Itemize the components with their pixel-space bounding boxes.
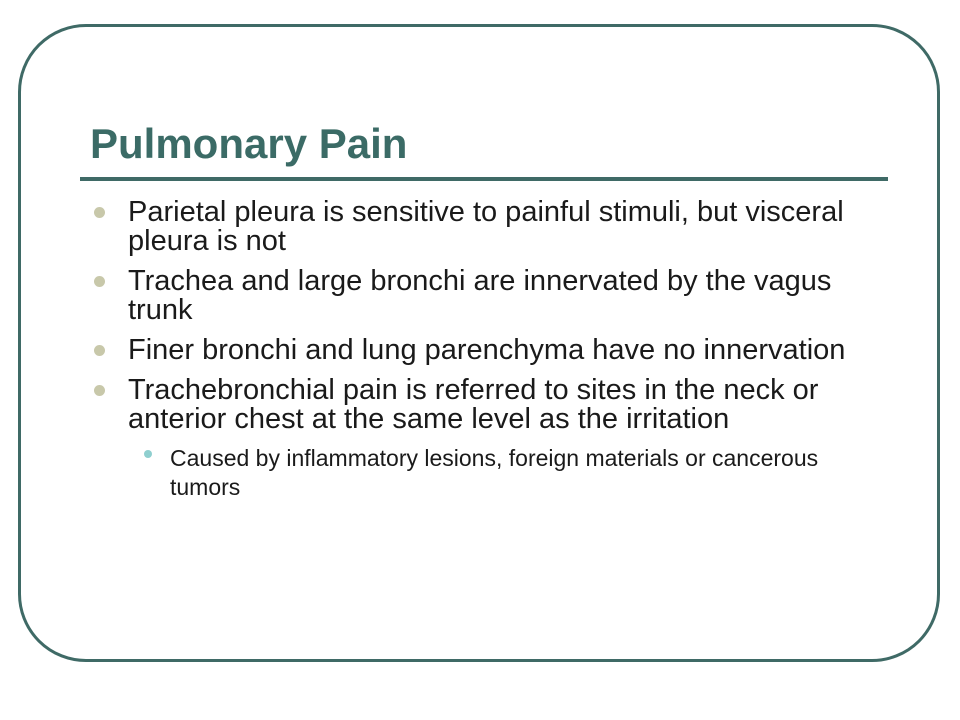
slide-title: Pulmonary Pain	[90, 120, 408, 167]
round-bullet-icon	[94, 345, 105, 356]
bullet-item	[92, 336, 882, 365]
sub-bullet-text: Caused by inflammatory lesions, foreign materials or cancerous tumors	[170, 445, 819, 500]
bullet-list	[92, 198, 882, 513]
bullet-text: Trachea and large bronchi are innervated by the vagus trunk	[128, 265, 832, 326]
bullet-text: Finer bronchi and lung parenchyma have no innervation	[128, 334, 846, 366]
title-underline	[80, 177, 888, 181]
round-bullet-icon	[94, 207, 105, 218]
small-round-bullet-icon	[144, 450, 152, 458]
round-bullet-icon	[94, 276, 105, 287]
round-bullet-icon	[94, 385, 105, 396]
bullet-item	[92, 267, 882, 325]
sub-bullet-item	[128, 444, 882, 502]
sub-bullet-list	[128, 444, 882, 502]
bullet-text: Parietal pleura is sensitive to painful stimuli, but visceral pleura is not	[128, 196, 844, 257]
bullet-text: Trachebronchial pain is referred to sites in the neck or anterior chest at the same level as the irritation	[128, 374, 819, 435]
bullet-item	[92, 376, 882, 502]
bullet-item	[92, 198, 882, 256]
